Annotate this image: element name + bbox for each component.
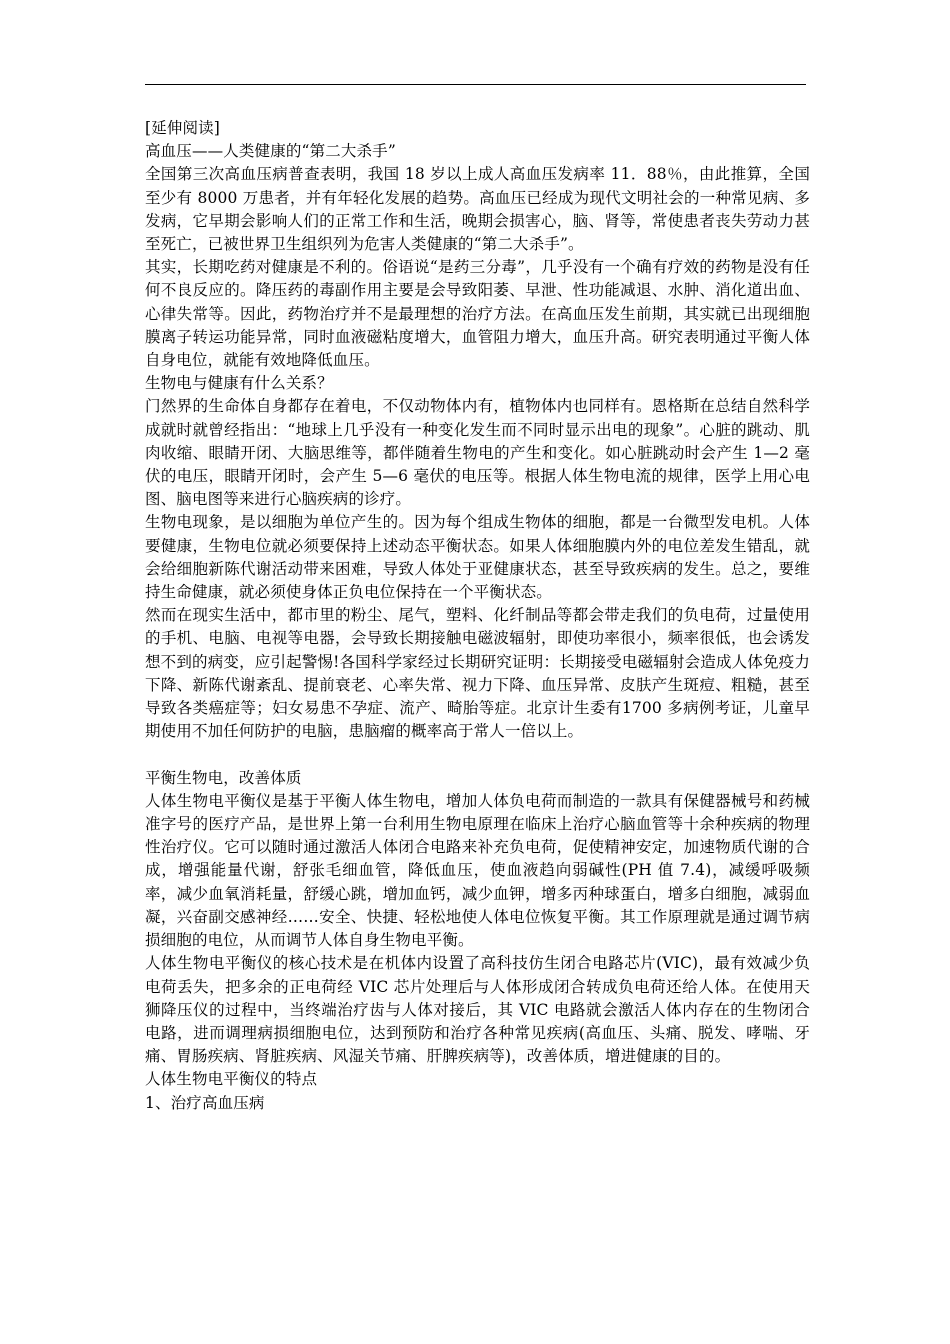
paragraph-core-technology: 人体生物电平衡仪的核心技术是在机体内设置了高科技仿生闭合电路芯片(VIC)，最有效减少负电荷丢失，把多余的正电荷经 VIC 芯片处理后与人体形成闭合转成负电荷还给人体。在使用天狮降压仪的过程中，当终端治疗齿与人体对接后，其 VIC 电路就会激活人体内存在的生物闭合电路，进而调理病损细胞电位，达到预防和治疗各种常见疾病(高血压、头痛、脱发、哮喘、牙痛、胃肠疾病、肾脏疾病、风湿关节痛、肝脾疾病等)，改善体质，增进健康的目的。 [145,954,810,1066]
paragraph-modern-life: 然而在现实生活中，都市里的粉尘、尾气，塑料、化纤制品等都会带走我们的负电荷，过量使用的手机、电脑、电视等电器，会导致长期接触电磁波辐射，即使功率很小，频率很低，也会诱发想不到的病变，应引起警惕!各国科学家经过长期研究证明：长期接受电磁辐射会造成人体免疫力下降、新陈代谢紊乱、提前衰老、心率失常、视力下降、血压异常、皮肤产生斑痘、粗糙，甚至导致各类癌症等；妇女易患不孕症、流产、畸胎等症。北京计生委有1700 多病例考证，儿童早期使用不加任何防护的电脑，患脑瘤的概率高于常人一倍以上。 [145,606,810,741]
paragraph-balancer-intro: 人体生物电平衡仪是基于平衡人体生物电，增加人体负电荷而制造的一款具有保健器械号和药械准字号的医疗产品，是世界上第一台利用生物电原理在临床上治疗心脑血管等十余种疾病的物理性治疗仪。它可以随时通过激活人体闭合电路来补充负电荷，促使精神安定，加速物质代谢的合成，增强能量代谢，舒张毛细血管，降低血压，使血液趋向弱碱性(PH 值 7.4)，减缓呼吸频率，减少血氧消耗量，舒缓心跳，增加血钙，减少血钾，增多丙种球蛋白，增多白细胞，减弱血凝，兴奋副交感神经……安全、快捷、轻松地使人体电位恢复平衡。其工作原理就是通过调节病损细胞的电位，从而调节人体自身生物电平衡。 [145,791,810,950]
paragraph-cell-generators: 生物电现象，是以细胞为单位产生的。因为每个组成生物体的细胞，都是一台微型发电机。人体要健康，生物电位就必须要保持上述动态平衡状态。如果人体细胞膜内外的电位差发生错乱，就会给细胞新陈代谢活动带来困难，导致人体处于亚健康状态，甚至导致疾病的发生。总之，要维持生命健康，就必须使身体正负电位保持在一个平衡状态。 [145,513,810,602]
paragraph-survey: 全国第三次高血压病普查表明，我国 18 岁以上成人高血压发病率 11．88％，由此推算，全国至少有 8000 万患者，并有年轻化发展的趋势。高血压已经成为现代文明社会的一种常见病、多发病，它早期会影响人们的正常工作和生活，晚期会损害心，脑、肾等，常使患者丧失劳动力甚至死亡，已被世界卫生组织列为危害人类健康的“第二大杀手”。 [145,165,810,254]
paragraph-medication: 其实，长期吃药对健康是不利的。俗语说“是药三分毒”，几乎没有一个确有疗效的药物是没有任何不良反应的。降压药的毒副作用主要是会导致阳萎、早泄、性功能减退、水肿、消化道出血、心律失常等。因此，药物治疗并不是最理想的治疗方法。在高血压发生前期，其实就已出现细胞膜离子转运功能异常，同时血液磁粘度增大，血管阻力增大，血压升高。研究表明通过平衡人体自身电位，就能有效地降低血压。 [145,258,810,370]
section-heading-balance: 平衡生物电，改善体质 [145,768,302,787]
header-rule [145,84,806,85]
list-item-feature-1: 1、治疗高血压病 [145,1093,265,1112]
document-body [145,117,810,1115]
blank-line [145,743,810,766]
reading-label: [延伸阅读] [145,119,220,137]
section-heading-hypertension: 高血压——人类健康的“第二大杀手” [145,142,396,161]
section-heading-features: 人体生物电平衡仪的特点 [145,1070,318,1089]
paragraph-nature-electricity: 门然界的生命体自身都存在着电，不仅动物体内有，植物体内也同样有。恩格斯在总结自然科学成就时就曾经指出：“地球上几乎没有一种变化发生而不同时显示出电的现象”。心脏的跳动、肌肉收缩、眼睛开闭、大脑思维等，都伴随着生物电的产生和变化。如心脏跳动时会产生 1—2 毫伏的电压，眼睛开闭时，会产生 5—6 毫伏的电压等。根据人体生物电流的规律，医学上用心电图、脑电图等来进行心脑疾病的诊疗。 [145,397,810,509]
section-heading-bioelectric-health: 生物电与健康有什么关系？ [145,374,333,393]
